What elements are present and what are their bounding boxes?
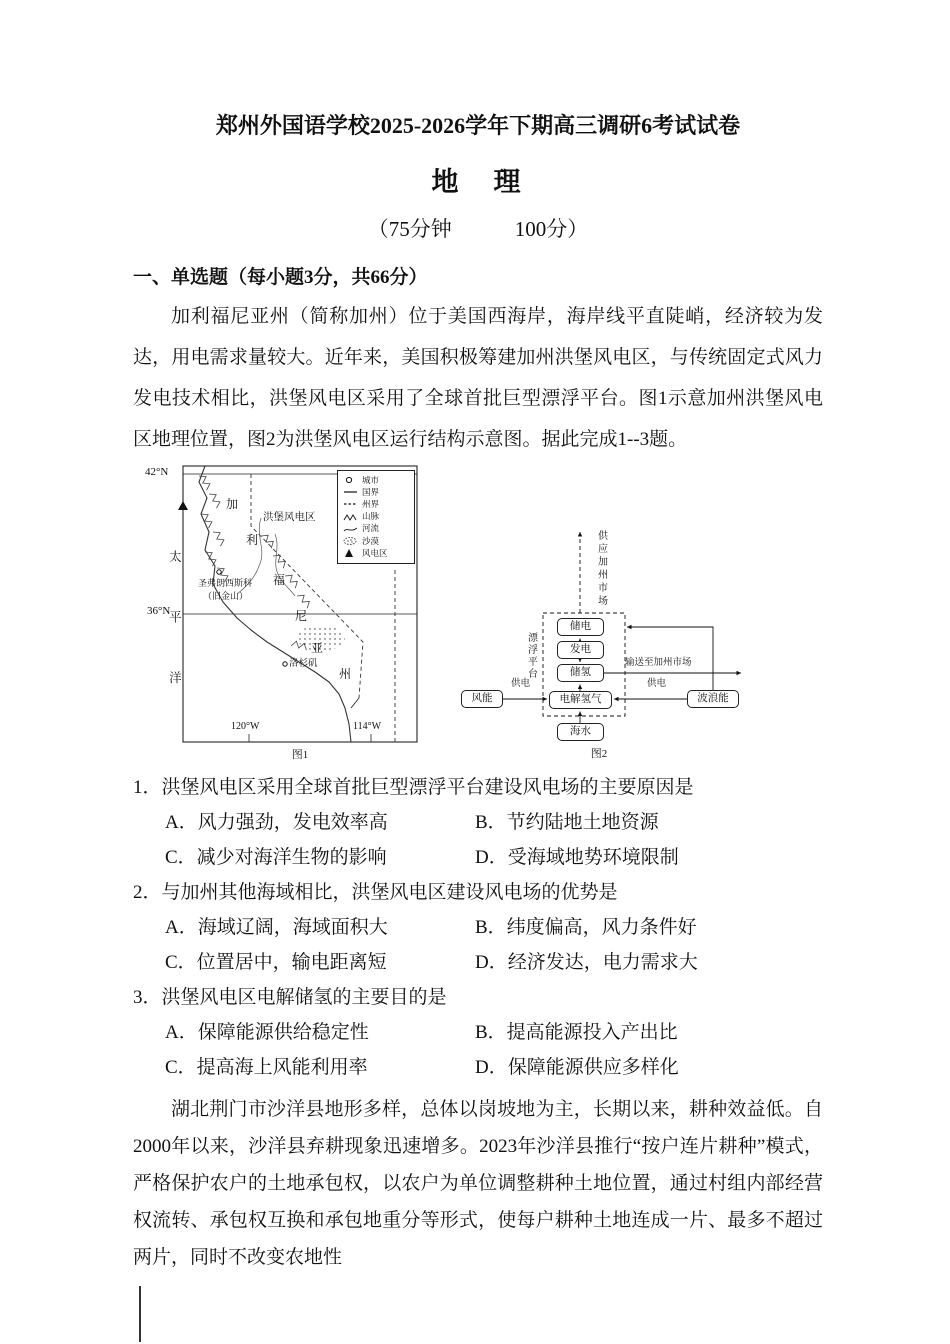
question-3-stem: 3．洪堡风电区电解储氢的主要目的是 [133,986,447,1008]
figure1-caption: 图1 [291,748,309,761]
question-1-options [133,805,823,875]
question-1-option-a: A．风力强劲，发电效率高 [165,811,388,833]
san-francisco-alt-label: （旧金山） [203,590,249,601]
supply-power-left-label: 供电 [511,678,531,689]
floating-platform-label: 漂浮平台 [525,631,537,680]
figure2-caption: 图2 [590,747,608,760]
electrolysis-box: 电解氢气 [549,691,612,709]
longitude-label-120w: 120°W [231,720,260,732]
wind-energy-box: 风能 [461,690,503,708]
state-name-char: 亚 [311,640,324,655]
legend-label: 国界 [362,486,380,497]
seawater-box: 海水 [557,723,604,741]
intro-paragraph: 加利福尼亚州（简称加州）位于美国西海岸，海岸线平直陡峭，经济较为发达，用电需求量较大。近年来，美国积极筹建加州洪堡风电区，与传统固定式风力发电技术相比，洪堡风电区采用了全球首批巨型漂浮平台。图1示意加州洪堡风电区地理位置，图2为洪堡风电区运行结构示意图。据此完成1--3题。 [133,305,823,450]
humboldt-windfarm-label: 洪堡风电区 [263,511,316,523]
state-name-char: 尼 [295,608,308,623]
question-1-option-d: D．受海域地势环境限制 [475,846,679,868]
question-2-options [133,910,823,980]
latitude-label-42n: 42°N [145,465,169,478]
question-2-option-b: B．纬度偏高，风力条件好 [475,916,697,938]
city-icon [343,475,362,485]
legend-item-river [343,523,411,534]
legend-item-city [343,475,411,486]
transport-label: 输送至加州市场 [625,657,692,668]
desert-icon [343,536,362,546]
legend-label: 山脉 [362,511,380,522]
question-3-option-a: A．保障能源供给稳定性 [165,1021,369,1043]
los-angeles-label: 洛杉矶 [289,658,318,669]
generate-electricity-box: 发电 [557,641,604,659]
solid-line-icon [343,487,362,497]
passage-2: 湖北荆门市沙洋县地形多样，总体以岗坡地为主，长期以来，耕种效益低。自2000年以来，沙洋县弃耕现象迅速增多。2023年沙洋县推行“按户连片耕种”模式，严格保护农户的土地承包权，以农户为单位调整耕种土地位置，通过村组内部经营权流转、承包权互换和承包地重分等形式，使每户耕种土地连成一片、最多不超过两片，同时不改变农地性 [133,1098,823,1268]
windfarm-marker [178,501,188,510]
latitude-label-36n: 36°N [147,604,171,617]
legend-item-desert [343,535,411,546]
figure1-map [143,462,423,770]
legend-label: 河流 [362,523,380,534]
question-1-option-c: C．减少对海洋生物的影响 [165,846,387,868]
legend-label: 州界 [362,499,380,510]
mountain-icon [343,512,362,522]
supply-market-label: 供应加州市场 [595,529,607,608]
question-3-option-d: D．保障能源供应多样化 [475,1056,679,1078]
supply-power-right-label: 供电 [647,678,667,689]
question-3-options [133,1015,823,1085]
duration-line: （75分钟 100分） [367,216,589,241]
state-name-char: 利 [246,532,259,547]
wave-energy-box: 波浪能 [687,690,739,708]
question-2-option-d: D．经济发达，电力需求大 [475,951,698,973]
question-2-stem: 2．与加州其他海域相比，洪堡风电区建设风电场的优势是 [133,881,618,903]
longitude-label-114w: 114°W [353,720,382,732]
legend-item-state-border [343,499,411,510]
section1-heading: 一、单选题（每小题3分，共66分） [133,266,428,288]
question-1-option-b: B．节约陆地土地资源 [475,811,659,833]
question-2-option-c: C．位置居中，输电距离短 [165,951,387,973]
figure2-diagram [449,518,749,770]
store-hydrogen-box: 储氢 [557,664,604,682]
national-border [351,698,359,708]
longitude-ticks [249,734,371,742]
legend-item-national-border [343,487,411,498]
state-name-char: 福 [273,572,286,587]
question-2-option-a: A．海域辽阔，海域面积大 [165,916,388,938]
coastline [199,466,351,742]
state-name-char: 州 [339,666,352,681]
question-1 [133,770,823,875]
san-francisco-label: 圣弗朗西斯科 [198,577,253,588]
exam-title: 郑州外国语学校2025-2026学年下期高三调研6考试试卷 [215,113,741,138]
question-3 [133,980,823,1085]
question-2 [133,875,823,980]
question-1-stem: 1．洪堡风电区采用全球首批巨型漂浮平台建设风电场的主要原因是 [133,776,694,798]
windfarm-icon [343,548,362,558]
legend-item-windfarm [343,548,411,559]
river-icon [343,524,362,534]
scan-artifact [139,1286,141,1342]
legend-label: 城市 [362,474,380,485]
state-name-char: 加 [226,496,239,511]
subject-title: 地 理 [431,166,525,197]
figures-row [133,462,823,770]
store-electricity-box: 储电 [557,618,604,636]
legend-item-mountain [343,511,411,522]
dashed-line-icon [343,499,362,509]
legend-label: 沙漠 [362,535,380,546]
question-3-option-b: B．提高能源投入产出比 [475,1021,678,1043]
pacific-ocean-label: 太平洋 [167,549,182,732]
map-legend [337,470,415,564]
legend-label: 风电区 [362,547,388,558]
question-3-option-c: C．提高海上风能利用率 [165,1056,368,1078]
